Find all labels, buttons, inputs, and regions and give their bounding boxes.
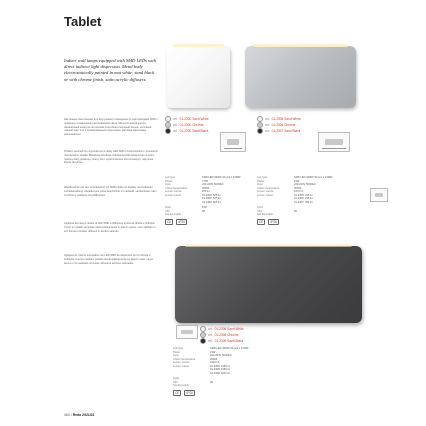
ce-mark-icon: CE xyxy=(175,390,180,395)
swatch-icon xyxy=(257,128,263,134)
body-text-4: Applique da interno dotate di LED SMD a diffusione luminosa diretta e indiretta. Corpo in metallo verniciato elettrostaticamente in bianco opaco, nero sabbiato o con finitura cromata, diffusori in acrilico satinato. xyxy=(64,222,156,233)
lamp-image-large-black xyxy=(175,246,362,323)
ip-rating-icon: IP20 xyxy=(186,390,193,395)
lamp-glow xyxy=(253,44,348,47)
technical-drawing-wide xyxy=(318,132,350,152)
ce-mark-icon: CE xyxy=(259,219,264,224)
technical-drawing-large xyxy=(176,325,198,339)
technical-drawing-wide-side xyxy=(370,188,388,202)
variant-item: art. 01-2307 Sand Black xyxy=(257,128,301,134)
variant-list-large xyxy=(200,326,244,344)
variant-list-small xyxy=(165,116,209,134)
ip-rating-icon: IP20 xyxy=(270,219,277,224)
body-text-1: Настенные светильники для внутреннего освещения со светодиодами SMD с прямым и отраженным рассеиванием света. Металлический корпус, окрашенный электростатическим способом в матовый белый, песочный черный цвет или с хромированным покрытием, матовые акриловые рассеиватели. xyxy=(64,118,158,137)
technical-drawing-small xyxy=(220,132,246,152)
ce-mark-icon: CE xyxy=(167,219,172,224)
page-number: 464 xyxy=(64,413,70,417)
variant-item: art. 01-2305 Sand White xyxy=(257,116,301,122)
page-footer xyxy=(64,413,94,417)
spec-table-small: Led type SMD LED 3000K 90 pcs x 0.08W Power 7.5W Input 220-240V 50/60Hz Colour temperature 3000K Lumen source 870 lm Lumen output 01-2300: 525 lm 01-2300: 525 lm 01-2300: 525 lm Optic 150° CRI 90 Not dimmable CE IP20 xyxy=(165,176,243,225)
certification-icons xyxy=(173,390,251,396)
variant-item: art. 01-2300 Chrome xyxy=(165,122,209,128)
variant-item: art. 01-2306 Sand White xyxy=(200,326,244,332)
footer-separator: • xyxy=(70,413,73,417)
variant-list-wide xyxy=(257,116,301,134)
spec-table-large: Led type SMD LED 3000K 96 pcs x 0.45W Power 21W Input 220-240V 50/60Hz Colour temperature 3000K Lumen source 2420 lm Lumen output 01-2306: 1350 lm 01-2308: 1350 lm 01-2309: 1150 lm Optic CRI 90 Not dimmable CE IP20 xyxy=(173,347,251,396)
variant-item: art. 01-2308 Chrome xyxy=(200,332,244,338)
swatch-icon xyxy=(165,128,171,134)
footer-brand: Redo 2021/22 xyxy=(72,413,95,417)
variant-item: art. 01-2309 Sand Black xyxy=(200,338,244,344)
variant-item: art. 01-2300 Sand White xyxy=(165,116,209,122)
certification-icons xyxy=(257,219,335,225)
page-title: Tablet xyxy=(64,14,102,29)
lamp-glow xyxy=(173,44,224,47)
certification-icons xyxy=(165,219,243,225)
ip-rating-icon: IP20 xyxy=(178,219,185,224)
variant-item: art. 01-2306 Chrome xyxy=(257,122,301,128)
intro-text: Indoor wall lamps equipped with SMD LEDs with direct indirect light dispersion. Metal body electrostatically painted in mat white, sand black or with chrome finish, satin acrylic diffusers. xyxy=(64,58,157,82)
body-text-5: Apliques de interior equipados con LED SMD de dispersión de luz directa e indirecta. Cuerpo metálico pintado electrostáticamente en blanco mate, negro arena o con acabado cromado, difusores acrílicos satinados. xyxy=(64,254,154,265)
lamp-image-wide-chrome xyxy=(245,46,356,108)
lamp-image-square-white xyxy=(167,46,230,108)
lamp-glow xyxy=(185,244,352,247)
body-text-2: Kinkiety wewnętrzne wyposażone w diody LED SMD o bezpośrednim i pośrednim rozpraszaniu światła. Metalowa obudowa malowana elektrostatycznie na kolor matowy biały, piaskowy czarny lub z wykończeniem chromowanym, satynowe klosze akrylowe. xyxy=(64,150,158,165)
swatch-icon xyxy=(200,338,206,344)
spec-table-wide: Led type SMD LED 3000K 90 pcs x 0.08W Power 16W Input 220-240V 50/60Hz Colour temperature 3000K Lumen source 1070 lm Lumen output 01-2305: 915 lm 01-2306: 915 lm 01-2307: 780 lm Optic CRI 90 Not dimmable CE IP20 xyxy=(257,176,335,225)
body-text-3: Wandleuchten für den Innenbereich mit SMD-LEDs mit direkter und indirekter Lichtabstrahlung. Metallkorpus pulverbeschichtet in mattweiß, sandschwarz oder verchromt, satinierte Acryldiffusoren. xyxy=(64,186,157,197)
variant-item: art. 01-2300 Sand Black xyxy=(165,128,209,134)
